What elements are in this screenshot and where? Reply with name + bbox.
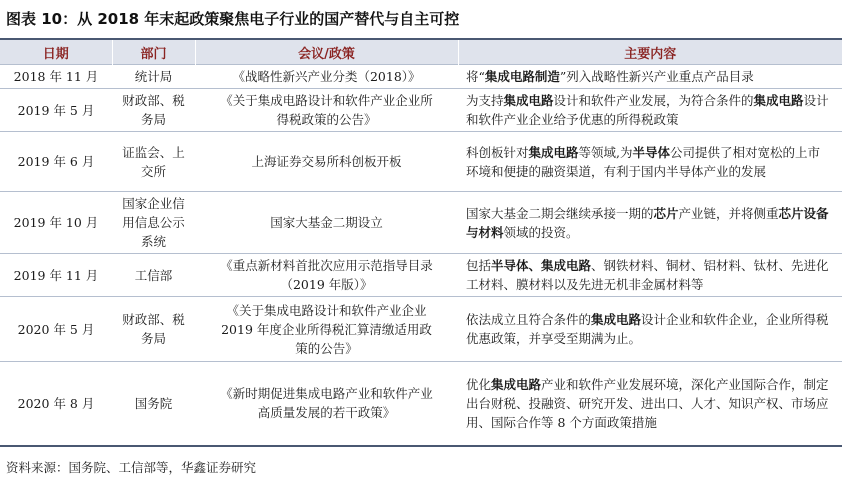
cell-policy (195, 297, 458, 362)
content-text: 产业链，并将侧重 (678, 205, 779, 221)
cell-date: 2020 年 5 月 (0, 297, 112, 362)
cell-content (458, 192, 842, 254)
cell-content (458, 362, 842, 446)
policy-text: 上海证券交易所科创板开板 (251, 154, 402, 169)
content-highlight: 集成电路 (591, 312, 642, 327)
cell-department (112, 254, 195, 297)
department-text: 国家企业信用信息公示系统 (122, 196, 185, 249)
cell-date: 2018 年 11 月 (0, 65, 112, 89)
table-row (0, 132, 842, 192)
header-date: 日期 (0, 40, 112, 65)
content-highlight: 集成电路 (503, 93, 554, 108)
cell-date: 2020 年 8 月 (0, 362, 112, 446)
cell-policy (195, 192, 458, 254)
policy-text: 《关于集成电路设计和软件产业企业 2019 年度企业所得税汇算清缴适用政策的公告》 (221, 302, 432, 356)
department-text: 证监会、上交所 (122, 144, 185, 179)
content-text: 依法成立且符合条件的 (466, 312, 592, 327)
cell-content (458, 297, 842, 362)
table-row (0, 65, 842, 89)
policy-text: 《战略性新兴产业分类（2018）》 (232, 69, 421, 84)
content-highlight: 集成电路 (491, 376, 542, 392)
cell-policy (195, 132, 458, 192)
content-highlight: 集成电路 (528, 144, 579, 160)
content-text: 科创板针对 (466, 144, 529, 160)
cell-date: 2019 年 5 月 (0, 89, 112, 132)
department-text: 工信部 (134, 267, 173, 283)
content-text: 设计和软件产业企业给予优惠的所得税政策 (466, 93, 829, 127)
policy-text: 国家大基金二期设立 (270, 215, 383, 230)
policy-text: 《关于集成电路设计和软件产业企业所得税政策的公告》 (220, 93, 433, 127)
cell-content (458, 65, 842, 89)
content-highlight: 半导体 (632, 144, 671, 160)
header-content: 主要内容 (458, 40, 842, 65)
content-text: 将“ (466, 69, 485, 84)
content-highlight: 集成电路制造 (484, 69, 560, 84)
cell-content (458, 132, 842, 192)
policy-text: 《新时期促进集成电路产业和软件产业高质量发展的若干政策》 (220, 386, 433, 421)
cell-date: 2019 年 11 月 (0, 254, 112, 297)
figure-title: 图表 10：从 2018 年末起政策聚焦电子行业的国产替代与自主可控 (6, 10, 460, 28)
content-highlight: 半导体、集成电路 (491, 258, 592, 273)
content-highlight: 芯片设备与材料 (466, 205, 829, 240)
cell-department (112, 297, 195, 362)
content-text: 优化 (466, 376, 492, 392)
cell-department (112, 89, 195, 132)
content-highlight: 芯片 (653, 205, 679, 221)
table-row (0, 254, 842, 297)
content-text: 国家大基金二期会继续承接一期的 (466, 205, 654, 221)
department-text: 财政部、税务局 (122, 93, 185, 127)
cell-department (112, 65, 195, 89)
department-text: 财政部、税务局 (122, 312, 185, 346)
content-text: 公司提供了相对宽松的上市环境和便捷的融资渠道，有利于国内半导体产业的发展 (466, 144, 821, 179)
cell-content (458, 89, 842, 132)
table-row (0, 362, 842, 446)
source-note: 资料来源：国务院、工信部等，华鑫证券研究 (6, 460, 257, 475)
content-text: 包括 (466, 258, 492, 273)
cell-policy (195, 65, 458, 89)
policy-table (0, 40, 842, 447)
content-text: 为支持 (466, 93, 504, 108)
cell-policy (195, 362, 458, 446)
content-text: 产业和软件产业发展环境，深化产业国际合作，制定出台财税、投融资、研究开发、进出口、人才、知识产权、市场应用、国际合作等 8 个方面政策措施 (466, 376, 829, 430)
content-text: 设计企业和软件企业，企业所得税优惠政策，并享受至期满为止。 (466, 312, 829, 346)
cell-content (458, 254, 842, 297)
cell-date: 2019 年 6 月 (0, 132, 112, 192)
content-text: ”列入战略性新兴产业重点产品目录 (559, 69, 754, 84)
cell-department (112, 192, 195, 254)
department-text: 国务院 (134, 395, 173, 411)
department-text: 统计局 (134, 69, 173, 84)
content-text: 等领域,为 (578, 144, 633, 160)
policy-text: 《重点新材料首批次应用示范指导目录（2019 年版）》 (220, 258, 433, 292)
content-highlight: 集成电路 (753, 93, 804, 108)
content-text: 、钢铁材料、铜材、铝材料、钛材、先进化工材料、膜材料以及先进无机非金属材料等 (466, 258, 829, 292)
table-row (0, 297, 842, 362)
cell-department (112, 362, 195, 446)
cell-date: 2019 年 10 月 (0, 192, 112, 254)
cell-policy (195, 254, 458, 297)
header-department: 部门 (112, 40, 195, 65)
table-row (0, 89, 842, 132)
content-text: 设计和软件产业发展，为符合条件的 (553, 93, 754, 108)
content-text: 领域的投资。 (503, 224, 579, 240)
header-policy: 会议/政策 (195, 40, 458, 65)
cell-department (112, 132, 195, 192)
cell-policy (195, 89, 458, 132)
table-row (0, 192, 842, 254)
table-header-row (0, 40, 842, 65)
